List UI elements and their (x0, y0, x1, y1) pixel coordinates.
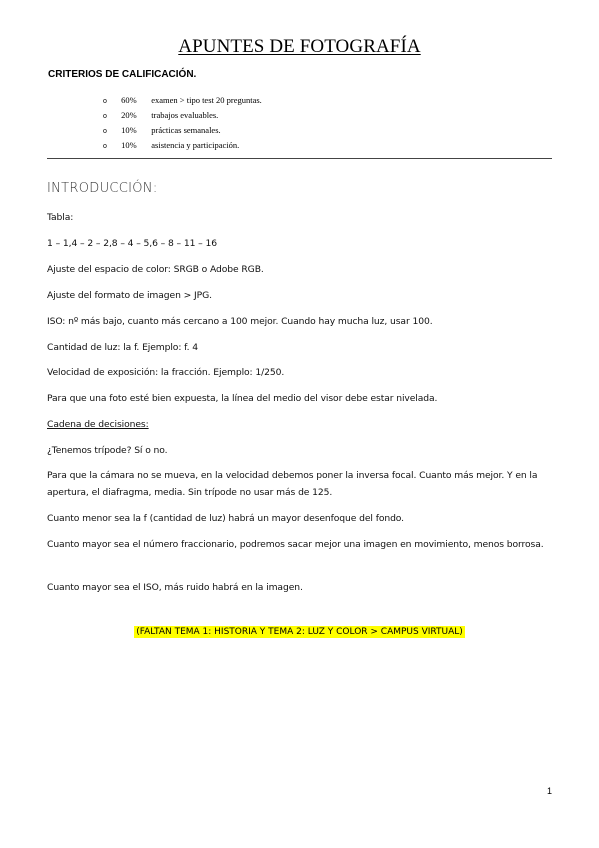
criteria-item (103, 138, 262, 153)
paragraph-underlined: Cadena de decisiones: (47, 419, 149, 430)
criteria-percent: 10% (121, 140, 137, 150)
paragraph: Ajuste del espacio de color: SRGB o Adobe RGB. (47, 264, 264, 275)
criteria-item (103, 123, 262, 138)
paragraph: Cuanto mayor sea el ISO, más ruido habrá en la imagen. (47, 582, 303, 593)
criteria-list (103, 93, 262, 153)
paragraph: 1 – 1,4 – 2 – 2,8 – 4 – 5,6 – 8 – 11 – 16 (47, 238, 217, 249)
highlighted-note (0, 627, 599, 637)
criteria-percent: 60% (121, 95, 137, 105)
criteria-text: asistencia y participación. (151, 140, 240, 150)
bullet-icon: o (103, 128, 107, 135)
bullet-icon: o (103, 98, 107, 105)
criteria-percent: 10% (121, 125, 137, 135)
paragraph: Velocidad de exposición: la fracción. Ejemplo: 1/250. (47, 367, 285, 378)
horizontal-divider (47, 158, 552, 159)
document-title: APUNTES DE FOTOGRAFÍA (178, 36, 421, 57)
highlighted-note-text: (FALTAN TEMA 1: HISTORIA Y TEMA 2: LUZ Y COLOR > CAMPUS VIRTUAL) (136, 627, 463, 637)
criteria-text: examen > tipo test 20 preguntas. (151, 95, 262, 105)
criteria-item (103, 108, 262, 123)
paragraph: Para que la cámara no se mueva, en la velocidad debemos poner la inversa focal. Cuanto más mejor. Y en la apertura, el diafragma, media. Sin trípode no usar más de 125. (47, 470, 538, 498)
criteria-percent: 20% (121, 110, 137, 120)
paragraph: Cuanto mayor sea el número fraccionario, podremos sacar mejor una imagen en movimiento, menos borrosa. (47, 539, 544, 550)
paragraph: Cuanto menor sea la f (cantidad de luz) habrá un mayor desenfoque del fondo. (47, 513, 404, 524)
paragraph: Tabla: (47, 212, 74, 223)
paragraph: Ajuste del formato de imagen > JPG. (47, 290, 212, 301)
criteria-heading: CRITERIOS DE CALIFICACIÓN. (48, 69, 197, 80)
bullet-icon: o (103, 143, 107, 150)
paragraph: ISO: nº más bajo, cuanto más cercano a 100 mejor. Cuando hay mucha luz, usar 100. (47, 316, 433, 327)
page-number: 1 (546, 786, 552, 796)
criteria-text: prácticas semanales. (151, 125, 221, 135)
paragraph: Para que una foto esté bien expuesta, la línea del medio del visor debe estar nivelada. (47, 393, 438, 404)
paragraph: Cantidad de luz: la f. Ejemplo: f. 4 (47, 342, 198, 353)
criteria-item (103, 93, 262, 108)
paragraph: ¿Tenemos trípode? Sí o no. (47, 445, 168, 456)
criteria-text: trabajos evaluables. (151, 110, 219, 120)
section-title-introduccion: INTRODUCCIÓN: (47, 181, 158, 196)
bullet-icon: o (103, 113, 107, 120)
